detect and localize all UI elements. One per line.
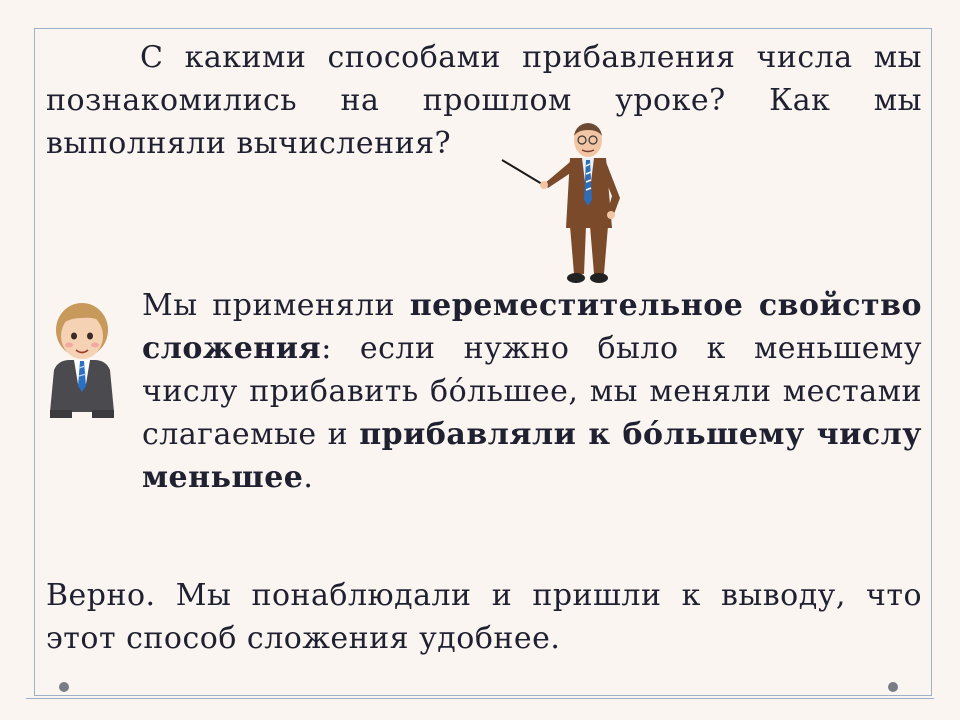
teacher-question: С какими способами прибавления числа мы познакомились на прошлом уроке? Как мы выполняли вычисления? [46, 40, 922, 161]
commutative-property-term: переместительное свойство сложения [142, 288, 922, 366]
teacher-illustration [500, 118, 630, 288]
pupil-illustration [42, 300, 124, 422]
answer-text-middle: : если нужно было к меньшему числу прибавить бо́льшее, мы меняли местами слагаемые и [142, 331, 922, 452]
left-bullet-dot [59, 682, 69, 692]
teacher-conclusion: Верно. Мы понаблюдали и пришли к выводу, что этот способ сложения удобнее. [46, 578, 922, 656]
answer-text-start: Мы применяли [142, 288, 410, 323]
answer-text-end: . [303, 460, 314, 495]
bottom-divider [26, 698, 934, 699]
add-smaller-to-larger-rule: прибавляли к бо́льшему числу меньшее [142, 417, 922, 495]
pupil-answer [142, 284, 922, 499]
right-bullet-dot [888, 682, 898, 692]
